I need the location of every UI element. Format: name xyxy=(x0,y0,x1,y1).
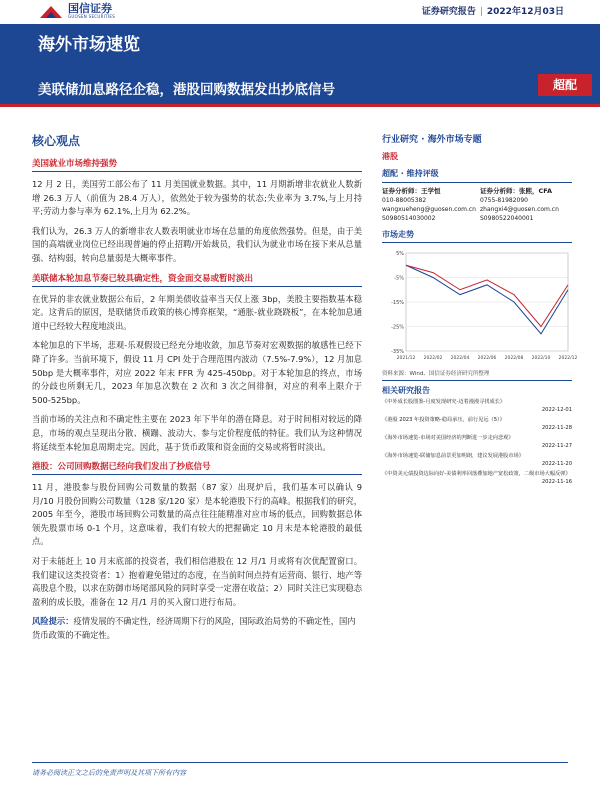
footer-disclaimer: 请务必阅读正文之后的免责声明及其项下所有内容 xyxy=(32,769,186,777)
report-title: 海外市场速览 xyxy=(38,35,140,55)
paragraph: 11 月，港股参与股份回购公司数量的数据（87 家）出现炉后，我们基本可以确认 9 月/10 月股份回购公司数量（128 家/120 家）是本轮港股下行的高峰。根据我们的研究，2005 年至今，港股市场回购公司数量的高点往往能精准对应市场的低点，回购数据总体领先股票市场 0-1 个月，这意味着，我们有较大的把握确定 10 月末是本轮港股的最低点。 xyxy=(32,482,362,547)
related-report-date: 2022-11-16 xyxy=(541,479,572,485)
section-heading-hk: 港股：公司回购数据已经向我们发出了抄底信号 xyxy=(32,460,362,475)
chart-x-tick-label: 2022/02 xyxy=(423,356,443,361)
related-report-date: 2022-11-27 xyxy=(541,443,572,449)
chart-source: 资料来源：Wind、国信证券经济研究所整理 xyxy=(382,369,572,381)
paragraph: 12 月 2 日，美国劳工部公布了 11 月美国就业数据。其中，11 月期新增非农就业人数新增 26.3 万人（前值为 28.4 万人），依然处于较为强势的状态;失业率为 3.7%,与上月持平;劳动力参与率为 62.1%,上月为 62.2%。 xyxy=(32,179,362,217)
sidebar xyxy=(382,132,578,488)
analyst-phone: 010-88005382 xyxy=(382,197,427,204)
related-report-text[interactable]: 《中资美元债投资边际向好-美债利率回落叠加地产宽松政策，二级市场大幅反弹》 xyxy=(382,471,571,477)
chart-x-tick-label: 2022/12 xyxy=(558,356,578,361)
chart-series-line xyxy=(406,265,568,326)
trend-chart-svg xyxy=(382,247,578,367)
rating-label: 超配 · 维持评级 xyxy=(382,168,572,183)
analyst-card xyxy=(480,187,572,223)
chart-title: 市场走势 xyxy=(382,229,572,243)
paragraph: 当前市场的关注点和不确定性主要在 2023 年下半年的潜在降息。对于时间相对较远的降息，市场的观点呈现出分散、横蹦、波动大、参与定价程度低的特征。我们认为这种情况将延续至本轮加息周期走完。因此，基于货币政策和资金面的交易或将暂时淡出。 xyxy=(32,414,362,452)
related-report-text[interactable]: 《海外市场速览-联储加息前景更加明朗，建议发展港股市场》 xyxy=(382,453,524,459)
chart-x-tick-label: 2022/08 xyxy=(504,356,524,361)
chart-y-tick-label: -5% xyxy=(394,275,404,282)
market-trend-chart xyxy=(382,247,578,367)
related-report-text[interactable]: 《海外市场速览-市场对美国经济的判断进一步走向悲观》 xyxy=(382,435,514,441)
analyst-cert: S0980522040001 xyxy=(480,215,534,222)
logo-en-text: GUOSEN SECURITIES xyxy=(68,14,116,19)
report-meta: 证券研究报告 | 2022年12月03日 xyxy=(421,7,564,17)
report-type: 证券研究报告 xyxy=(421,7,476,17)
related-report-item xyxy=(382,452,572,468)
related-report-date: 2022-12-01 xyxy=(541,407,572,413)
top-bar xyxy=(0,0,600,22)
related-report-item xyxy=(382,434,572,450)
paragraph: 我们认为，26.3 万人的新增非农人数表明就业市场在总量的角度依然强势。但是，由于美国的高端就业岗位已经出现普遍的停止招聘/开始裁员，我们认为就业市场在接下来从总量强、结构弱，转向总量弱是大概率事件。 xyxy=(32,225,362,263)
related-report-date: 2022-11-28 xyxy=(541,425,572,431)
chart-series-line xyxy=(406,265,568,334)
report-subtitle: 美联储加息路径企稳，港股回购数据发出抄底信号 xyxy=(38,82,335,98)
chart-y-tick-label: -15% xyxy=(391,300,404,306)
related-report-item xyxy=(382,416,572,432)
related-reports-title: 相关研究报告 xyxy=(382,386,430,395)
analyst-email: zhangxi4@guosen.com.cn xyxy=(480,206,559,213)
risk-text: 疫情发展的不确定性，经济周期下行的风险，国际政治局势的不确定性，国内货币政策的不确定性。 xyxy=(32,616,356,641)
section-heading-us-jobs: 美国就业市场维持强势 xyxy=(32,157,362,172)
chart-x-tick-label: 2021/12 xyxy=(396,356,416,361)
related-report-date: 2022-11-20 xyxy=(541,461,572,467)
market-label: 港股 xyxy=(382,152,398,161)
logo-mark-icon xyxy=(40,4,62,18)
risk-label: 风险提示： xyxy=(32,616,74,627)
core-views-title: 核心观点 xyxy=(32,134,81,148)
paragraph: 本轮加息的下半场，悲观-乐观假设已经充分地收敛，加息节奏对宏观数据的敏感性已经下降了许多。当前环境下，假设 11 月 CPI 处于合理范围内波动（7.5%-7.9%），12 月加息 50bp 是大概率事件，对应 2022 年末 FFR 为 425-450bp。对于本轮加息的终点，市场的分歧也所剩无几，2023 年加息次数在 2 次和 3 次之间徘徊，对应的利率上限介于 500-525bp。 xyxy=(32,340,362,405)
chart-x-tick-label: 2022/10 xyxy=(531,356,551,361)
report-date: 2022年12月03日 xyxy=(486,7,564,17)
banner-divider xyxy=(0,104,600,107)
analyst-email: wangxueheng@guosen.com.cn xyxy=(382,206,476,213)
company-logo xyxy=(40,0,115,22)
related-report-item xyxy=(382,470,572,486)
section-heading-fed: 美联储本轮加息节奏已较具确定性，资金面交易或暂时淡出 xyxy=(32,272,362,287)
paragraph: 在优异的非农就业数据公布后，2 年期美债收益率当天仅上涨 3bp，美股主要指数基本稳定。这背后的原因，是联储货币政策的核心博弈框架，“通胀-就业跷跷板”，在本轮加息通道中已经较大程度地淡出。 xyxy=(32,293,362,331)
risk-warning xyxy=(32,615,362,642)
analyst-phone: 0755-81982090 xyxy=(480,197,528,204)
chart-y-tick-label: 5% xyxy=(396,251,404,257)
chart-x-tick-label: 2022/06 xyxy=(477,356,497,361)
chart-x-tick-label: 2022/04 xyxy=(450,356,470,361)
core-views-column xyxy=(32,132,362,643)
analyst-name: 证券分析师：王学恒 xyxy=(382,187,441,195)
chart-y-tick-label: -35% xyxy=(391,349,404,355)
paragraph: 对于未能赶上 10 月末底部的投资者，我们相信港股在 12 月/1 月或将有次优配置窗口。我们建议这类投资者：1）抱着避免错过的态度，在当前时间点持有运营商、银行、地产等高股息个股，以求在防御市场尾部风险的同时享受一定潜在收益；2）同时关注已实现稳态盈利的成长股，准备在 12 月/1 月的买入窗口进行布局。 xyxy=(32,556,362,607)
analyst-card xyxy=(382,187,474,223)
analyst-name: 证券分析师：张熙，CFA xyxy=(480,187,552,195)
chart-y-tick-label: -25% xyxy=(391,324,404,331)
related-report-text[interactable]: 《中外成长股图鉴-月度发现研究-迈着漫漫寻找成长》 xyxy=(382,399,506,405)
logo-cn-text: 国信证券 xyxy=(68,2,112,15)
rating-badge: 超配 xyxy=(538,74,592,96)
analyst-cert: S0980514030002 xyxy=(382,215,436,222)
title-banner xyxy=(0,24,600,104)
analyst-contacts xyxy=(382,187,572,223)
related-report-item xyxy=(382,398,572,414)
related-report-text[interactable]: 《港股 2023 年投资策略-稳局承压，前行见远（5）》 xyxy=(382,417,505,423)
footer-divider xyxy=(32,762,568,763)
industry-label: 行业研究 · 海外市场专题 xyxy=(382,135,482,145)
